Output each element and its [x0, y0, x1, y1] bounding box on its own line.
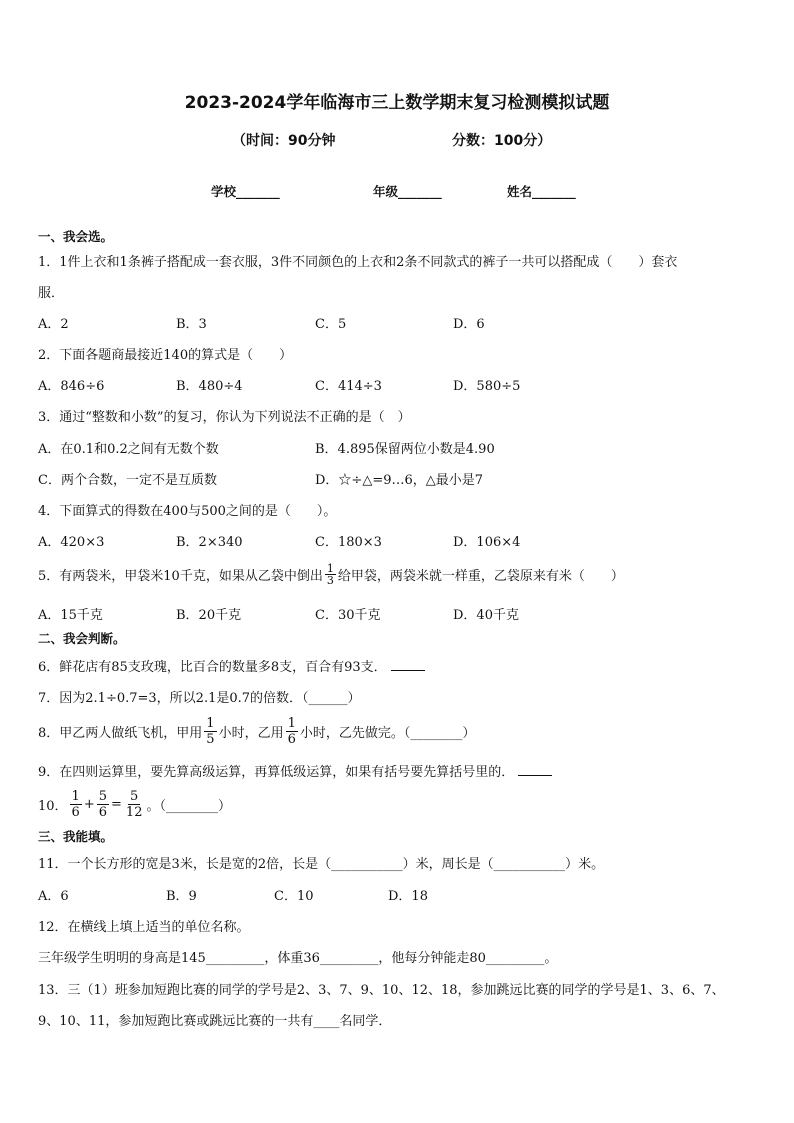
fraction: $\frac{1}{6}$	[287, 715, 296, 747]
grade-field: 年级_______	[373, 184, 442, 199]
option-b: B．3	[176, 317, 207, 332]
option-c: C．30千克	[315, 608, 381, 623]
fraction: $\frac{1}{5}$	[206, 715, 215, 747]
question-3-text: 3．通过“整数和小数”的复习，你认为下列说法不正确的是（ ）	[38, 410, 411, 425]
question-8	[38, 713, 475, 749]
question-5-text: 5．有两袋米，甲袋米10千克，如果从乙袋中倒出	[38, 568, 323, 584]
option-c: C．两个合数，一定不是互质数	[38, 473, 217, 488]
question-7-text: 7．因为2.1÷0.7=3，所以2.1是0.7的倍数．（______）	[38, 691, 361, 706]
option-a: A．420×3	[38, 535, 105, 550]
answer-blank[interactable]	[518, 763, 552, 776]
page-title: 2023-2024学年临海市三上数学期末复习检测模拟试题	[184, 93, 610, 113]
section-heading: 二、我会判断。	[38, 631, 126, 646]
question-13-text: 13．三（1）班参加短跑比赛的同学的学号是2、3、7、9、10、12、18，参加跳远比赛的同学的学号是1、3、6、7、	[38, 983, 725, 998]
option-b: B．480÷4	[176, 379, 243, 394]
school-field: 学校_______	[211, 184, 280, 199]
equals-sign: =	[111, 796, 122, 812]
option-c: C．10	[274, 889, 314, 904]
option-c: C．414÷3	[315, 379, 382, 394]
option-a: A．15千克	[38, 608, 103, 623]
option-b: B．20千克	[176, 608, 242, 623]
answer-blank[interactable]	[391, 658, 425, 671]
question-6-text: 6．鲜花店有85支玫瑰，比百合的数量多8支，百合有93支．	[38, 660, 387, 675]
option-c: C．5	[315, 317, 347, 332]
question-4-text: 4．下面算式的得数在400与500之间的是（ ）。	[38, 504, 337, 519]
question-1-text-cont: 服．	[38, 286, 65, 301]
fraction: $\frac{5}{6}$	[98, 788, 108, 820]
question-5-text-cont: 给甲袋，两袋米就一样重，乙袋原来有米（ ）	[337, 568, 624, 584]
option-d: D．18	[388, 889, 428, 904]
question-11-text: 11．一个长方形的宽是3米，长是宽的2倍，长是（___________）米，周长是（___________）米。	[38, 857, 605, 872]
question-10-label: 10．	[38, 798, 68, 814]
option-a: A．在0.1和0.2之间有无数个数	[38, 442, 219, 457]
question-9	[38, 761, 552, 780]
question-8-text-end: 小时，乙先做完。（________）	[299, 725, 476, 741]
option-d: D．40千克	[453, 608, 519, 623]
exam-time: （时间：90分钟	[232, 133, 336, 149]
exam-score: 分数：100分）	[452, 133, 552, 149]
question-12-line: 三年级学生明明的身高是145_________，体重36_________，他每分钟能走80_________。	[38, 951, 558, 966]
question-5	[38, 558, 624, 590]
option-d: D．580÷5	[453, 379, 521, 394]
option-a: A．846÷6	[38, 379, 105, 394]
option-d: D．6	[453, 317, 485, 332]
option-b: B．2×340	[176, 535, 243, 550]
question-1-text: 1．1件上衣和1条裤子搭配成一套衣服，3件不同颜色的上衣和2条不同款式的裤子一共可以搭配成（ ）套衣	[38, 255, 678, 270]
option-a: A．2	[38, 317, 69, 332]
section-heading: 三、我能填。	[38, 829, 114, 844]
option-d: D．☆÷△=9…6，△最小是7	[315, 473, 484, 488]
option-d: D．106×4	[453, 535, 521, 550]
question-12-text: 12．在横线上填上适当的单位名称。	[38, 920, 250, 935]
fraction: $\frac{1}{6}$	[71, 788, 80, 820]
option-c: C．180×3	[315, 535, 382, 550]
question-13-text-cont: 9、10、11，参加短跑比赛或跳远比赛的一共有____名同学．	[38, 1014, 392, 1029]
question-9-text: 9．在四则运算里，要先算高级运算，再算低级运算，如果有括号要先算括号里的．	[38, 765, 515, 780]
question-10-text-end: 。（________）	[146, 798, 231, 814]
question-10	[38, 785, 231, 823]
option-b: B．9	[166, 889, 197, 904]
fraction: $\frac{1}{3}$	[326, 561, 334, 587]
section-heading: 一、我会选。	[38, 229, 114, 244]
option-b: B．4.895保留两位小数是4.90	[315, 442, 495, 457]
question-8-text-mid: 小时，乙用	[218, 725, 284, 741]
plus-sign: +	[83, 796, 95, 812]
question-2-text: 2．下面各题商最接近140的算式是（ ）	[38, 348, 293, 363]
option-a: A．6	[38, 889, 69, 904]
question-6	[38, 656, 425, 675]
question-8-text: 8．甲乙两人做纸飞机，甲用	[38, 725, 203, 741]
fraction: $\frac{5}{12}$	[125, 788, 143, 820]
name-field: 姓名_______	[507, 184, 576, 199]
